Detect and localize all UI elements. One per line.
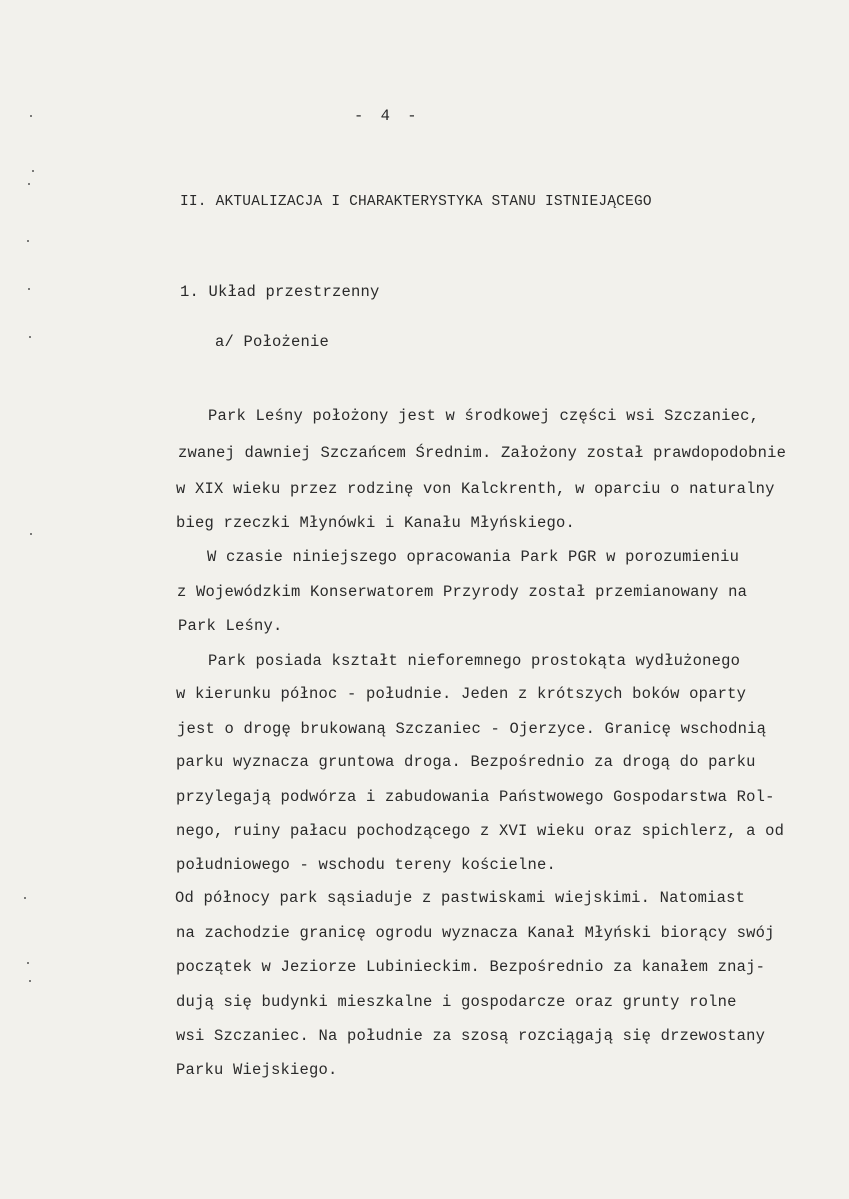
paragraph-line: Od północy park sąsiaduje z pastwiskami wiejskimi. Natomiast <box>175 889 746 907</box>
margin-speck <box>32 170 34 172</box>
paragraph-line: parku wyznacza gruntowa droga. Bezpośrednio za drogą do parku <box>176 753 756 771</box>
paragraph-line: w kierunku północ - południe. Jeden z krótszych boków oparty <box>176 685 747 703</box>
paragraph-line: dują się budynki mieszkalne i gospodarcze oraz grunty rolne <box>176 993 737 1011</box>
paragraph-line: W czasie niniejszego opracowania Park PGR w porozumieniu <box>207 548 740 566</box>
margin-speck <box>28 288 30 290</box>
subsection-heading: 1. Układ przestrzenny <box>180 283 380 301</box>
paragraph-line: bieg rzeczki Młynówki i Kanału Młyńskiego. <box>176 514 576 532</box>
margin-speck <box>27 962 29 964</box>
page-number: - 4 - <box>354 107 421 125</box>
section-heading: II. AKTUALIZACJA I CHARAKTERYSTYKA STANU ISTNIEJĄCEGO <box>180 194 652 210</box>
margin-speck <box>27 240 29 242</box>
paragraph-line: Park Leśny. <box>178 617 283 635</box>
paragraph-line: jest o drogę brukowaną Szczaniec - Ojerzyce. Granicę wschodnią <box>177 720 767 738</box>
paragraph-line: wsi Szczaniec. Na południe za szosą rozciągają się drzewostany <box>176 1027 766 1045</box>
paragraph-line: Park Leśny położony jest w środkowej części wsi Szczaniec, <box>208 407 760 425</box>
paragraph-line: południowego - wschodu tereny kościelne. <box>176 856 557 874</box>
paragraph-line: Park posiada kształt nieforemnego prostokąta wydłużonego <box>208 652 741 670</box>
margin-speck <box>29 336 31 338</box>
subsubsection-heading: a/ Położenie <box>215 333 330 351</box>
paragraph-line: z Wojewódzkim Konserwatorem Przyrody został przemianowany na <box>177 583 748 601</box>
margin-speck <box>30 115 32 117</box>
margin-speck <box>28 183 30 185</box>
margin-speck <box>30 533 32 535</box>
paragraph-line: przylegają podwórza i zabudowania Państwowego Gospodarstwa Rol- <box>176 788 775 806</box>
paragraph-line: nego, ruiny pałacu pochodzącego z XVI wieku oraz spichlerz, a od <box>176 822 785 840</box>
paragraph-line: początek w Jeziorze Lubinieckim. Bezpośrednio za kanałem znaj- <box>176 958 766 976</box>
paragraph-line: na zachodzie granicę ogrodu wyznacza Kanał Młyński biorący swój <box>176 924 775 942</box>
paragraph-line: Parku Wiejskiego. <box>176 1061 338 1079</box>
margin-speck <box>24 897 26 899</box>
margin-speck <box>29 980 31 982</box>
paragraph-line: zwanej dawniej Szczańcem Średnim. Założony został prawdopodobnie <box>178 444 787 462</box>
paragraph-line: w XIX wieku przez rodzinę von Kalckrenth, w oparciu o naturalny <box>176 480 775 498</box>
